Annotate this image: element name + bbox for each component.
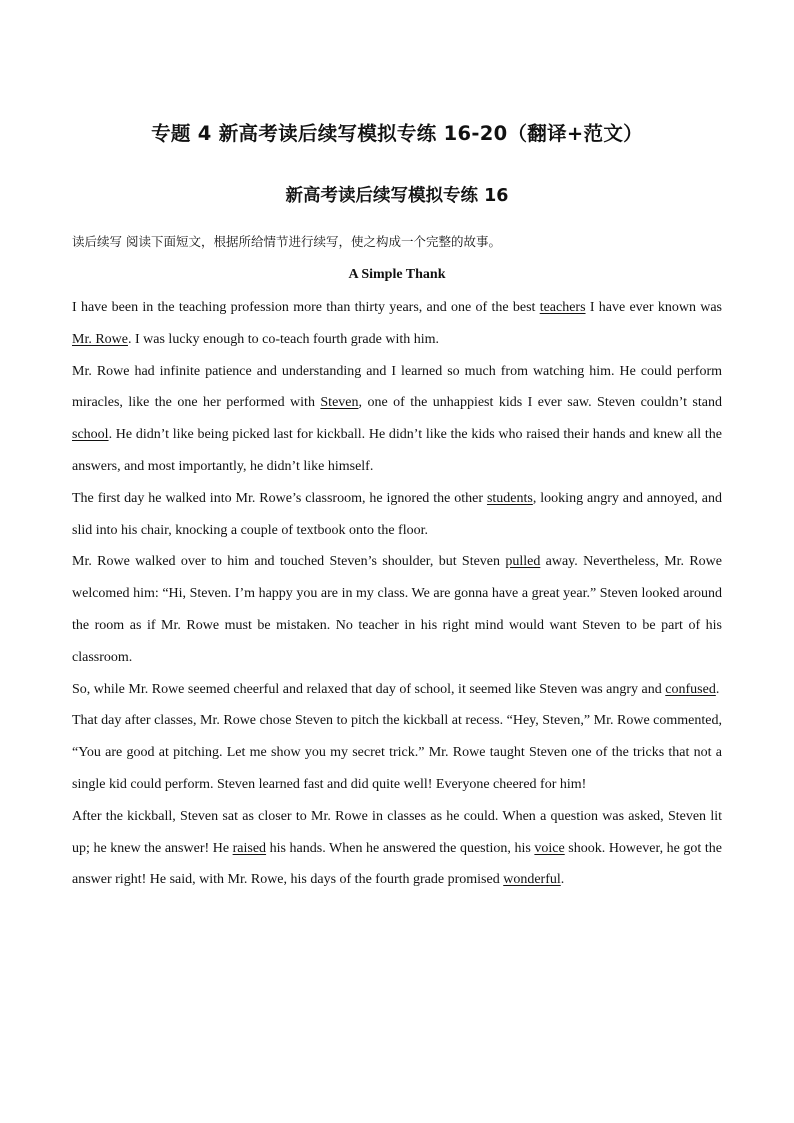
story-paragraph-6 [72,705,722,800]
sub-title: 新高考读后续写模拟专练 16 [285,186,509,206]
story-paragraph-7 [72,801,722,896]
paragraph-text: away. Nevertheless, Mr. Rowe welcomed him: “Hi, Steven. I’m happy you are in my class. We are gonna have a great year.” Steven looked around the room as if Mr. Rowe must be mistaken. No teacher in his right mind would want Steven to be part of his classroom. [72,554,723,665]
story-body [72,292,722,896]
story-paragraph-2 [72,356,722,483]
underlined-word: voice [534,840,565,856]
paragraph-text: . [560,872,565,888]
underlined-word: raised [232,840,267,856]
story-paragraph-4 [72,546,722,673]
underlined-word: wonderful [503,872,561,888]
underlined-word: school [72,427,109,443]
paragraph-text: Mr. Rowe walked over to him and touched Steven’s shoulder, but Steven [72,554,506,570]
paragraph-text: After the kickball, Steven sat as closer to Mr. Rowe in classes as he could. When a question was asked, Steven lit up; he knew the answer! He [72,808,722,856]
underlined-word: Mr. Rowe [72,331,128,347]
underlined-word: confused [665,681,716,697]
story-title: A Simple Thank [348,267,446,282]
underlined-word: students [486,490,533,506]
story-paragraph-5 [72,674,722,706]
main-title: 专题 4 新高考读后续写模拟专练 16-20（翻译+范文） [151,122,643,145]
story-paragraph-3 [72,483,722,547]
paragraph-text: , looking angry and annoyed, and slid into his chair, knocking a couple of textbook onto the floor. [72,490,723,538]
paragraph-text: shook. However, he got the answer right! He said, with Mr. Rowe, his days of the fourth grade promised [72,840,723,888]
paragraph-text: his hands. When he answered the question, his [266,840,535,856]
paragraph-text: . [715,681,720,697]
underlined-word: pulled [505,554,541,570]
paragraph-text: . I was lucky enough to co-teach fourth grade with him. [128,331,440,347]
underlined-word: Steven [320,395,359,411]
paragraph-text: That day after classes, Mr. Rowe chose Steven to pitch the kickball at recess. “Hey, Steven,” Mr. Rowe commented, “You are good at pitching. Let me show you my secret trick.” Mr. Rowe taught Steven one of the tricks that not a single kid could perform. Steven learned fast and did quite well! Everyone cheered for him! [72,713,722,792]
underlined-word: teachers [539,300,586,315]
paragraph-text: . He didn’t like being picked last for kickball. He didn’t like the kids who raised their hands and knew all the answers, and most importantly, he didn’t like himself. [72,427,722,474]
paragraph-text: I have been in the teaching profession more than thirty years, and one of the best [72,300,540,315]
paragraph-text: So, while Mr. Rowe seemed cheerful and relaxed that day of school, it seemed like Steven was angry and [72,681,666,697]
paragraph-text: Mr. Rowe had infinite patience and understanding and I learned so much from watching him. He could perform miracles, like the one her performed with [72,363,722,411]
instruction-text: 读后续写 阅读下面短文，根据所给情节进行续写，使之构成一个完整的故事。 [72,234,501,249]
paragraph-text: , one of the unhappiest kids I ever saw. Steven couldn’t stand [358,395,722,411]
paragraph-text: I have ever known was [585,300,722,315]
story-paragraph-1 [72,292,722,356]
paragraph-text: The first day he walked into Mr. Rowe’s classroom, he ignored the other [72,490,487,506]
